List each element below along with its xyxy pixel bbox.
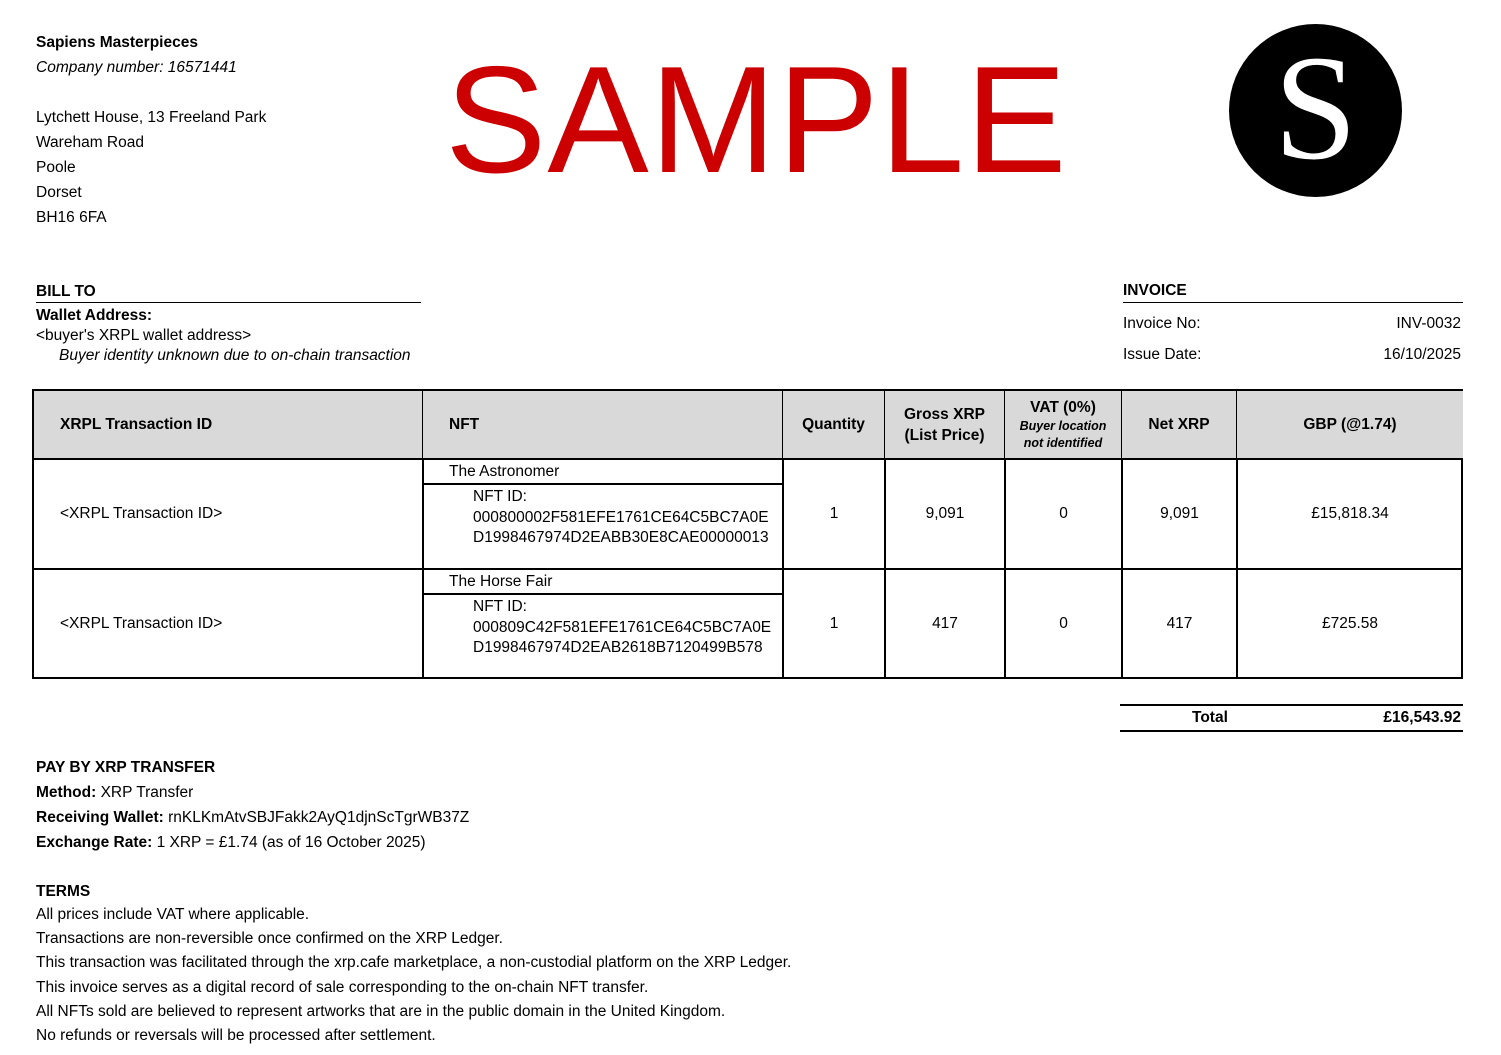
issue-date-value: 16/10/2025 [1383, 346, 1461, 363]
line-items-table [32, 389, 1463, 679]
address-line: Poole [36, 159, 76, 176]
terms-heading: TERMS [36, 883, 91, 900]
header-vat-title: VAT (0%) [1030, 399, 1096, 416]
company-logo [1229, 24, 1402, 197]
total-label: Total [1192, 709, 1228, 726]
exchange-rate [36, 830, 469, 855]
payment-method-label: Method: [36, 784, 97, 801]
logo-letter: S [1273, 24, 1358, 191]
row-nft-id [473, 597, 779, 659]
row-vat: 0 [1059, 505, 1068, 522]
bill-to-block [36, 306, 411, 366]
sample-watermark: SAMPLE [445, 35, 1068, 205]
bill-to-heading: BILL TO [36, 283, 421, 303]
terms-line: This invoice serves as a digital record of sale corresponding to the on-chain NFT transfer. [36, 978, 649, 996]
header-gross-line1: Gross XRP [904, 406, 985, 423]
header-nft: NFT [423, 391, 783, 459]
exchange-rate-label: Exchange Rate: [36, 834, 153, 851]
nft-id-label: NFT ID: [473, 598, 527, 615]
header-gross [885, 391, 1005, 459]
company-name: Sapiens Masterpieces [36, 34, 198, 51]
row-net: 417 [1166, 615, 1193, 632]
row-nft-name: The Horse Fair [449, 572, 553, 590]
company-number: Company number: 16571441 [36, 59, 237, 76]
wallet-address-label: Wallet Address: [36, 307, 152, 324]
row-nft-id [473, 487, 779, 549]
header-vat-note: Buyer location [1019, 419, 1107, 433]
header-quantity: Quantity [783, 391, 885, 459]
terms-line: No refunds or reversals will be processed after settlement. [36, 1027, 436, 1045]
nft-id-label: NFT ID: [473, 488, 527, 505]
row-gbp: £15,818.34 [1311, 505, 1389, 522]
invoice-heading: INVOICE [1123, 282, 1463, 303]
address-line: BH16 6FA [36, 209, 107, 226]
company-block [36, 30, 266, 230]
receiving-wallet-value: rnKLKmAtvSBJFakk2AyQ1djnScTgrWB37Z [163, 809, 470, 826]
payment-method [36, 780, 469, 805]
address-line: Wareham Road [36, 134, 144, 151]
invoice-number-label: Invoice No: [1123, 315, 1201, 332]
header-vat [1005, 391, 1122, 459]
row-net: 9,091 [1160, 505, 1199, 522]
header-gross-line2: (List Price) [904, 427, 985, 444]
terms-line: All NFTs sold are believed to represent artworks that are in the public domain in the United Kingdom. [36, 1002, 726, 1020]
header-gbp: GBP (@1.74) [1237, 391, 1463, 459]
invoice-number-row [1123, 315, 1461, 333]
nft-id-value: 000800002F581EFE1761CE64C5BC7A0ED1998467974D2EABB30E8CAE00000013 [473, 508, 769, 546]
issue-date-row [1123, 346, 1461, 364]
row-txid: <XRPL Transaction ID> [60, 615, 223, 632]
wallet-address-value: <buyer's XRPL wallet address> [36, 327, 252, 344]
row-gross: 9,091 [925, 505, 965, 522]
row-quantity: 1 [829, 615, 839, 632]
invoice-number-value: INV-0032 [1396, 315, 1461, 332]
header-txid: XRPL Transaction ID [34, 391, 423, 459]
row-txid: <XRPL Transaction ID> [60, 505, 223, 522]
header-net: Net XRP [1122, 391, 1237, 459]
row-quantity: 1 [829, 505, 839, 522]
receiving-wallet [36, 805, 469, 830]
terms-line: All prices include VAT where applicable. [36, 906, 310, 923]
divider [422, 459, 424, 679]
address-line: Dorset [36, 184, 82, 201]
row-nft-name: The Astronomer [449, 462, 560, 480]
row-gbp: £725.58 [1321, 615, 1379, 632]
address-line: Lytchett House, 13 Freeland Park [36, 109, 267, 126]
payment-method-value: XRP Transfer [96, 784, 194, 801]
payment-heading: PAY BY XRP TRANSFER [36, 759, 216, 776]
total-value: £16,543.92 [1383, 709, 1461, 726]
terms-line: This transaction was facilitated through the xrp.cafe marketplace, a non-custodial platform on the XRP Ledger. [36, 954, 792, 972]
issue-date-label: Issue Date: [1123, 346, 1202, 363]
buyer-identity-note: Buyer identity unknown due to on-chain transaction [59, 347, 411, 364]
exchange-rate-value: 1 XRP = £1.74 (as of 16 October 2025) [152, 834, 426, 851]
row-vat: 0 [1059, 615, 1068, 632]
receiving-wallet-label: Receiving Wallet: [36, 809, 164, 826]
header-vat-note: not identified [1023, 436, 1103, 450]
payment-block [36, 755, 469, 855]
terms-list [36, 903, 791, 1048]
total-row [1120, 704, 1463, 732]
row-gross: 417 [932, 615, 958, 632]
nft-id-value: 000809C42F581EFE1761CE64C5BC7A0ED1998467974D2EAB2618B7120499B578 [473, 618, 772, 656]
terms-line: Transactions are non-reversible once confirmed on the XRP Ledger. [36, 930, 503, 948]
